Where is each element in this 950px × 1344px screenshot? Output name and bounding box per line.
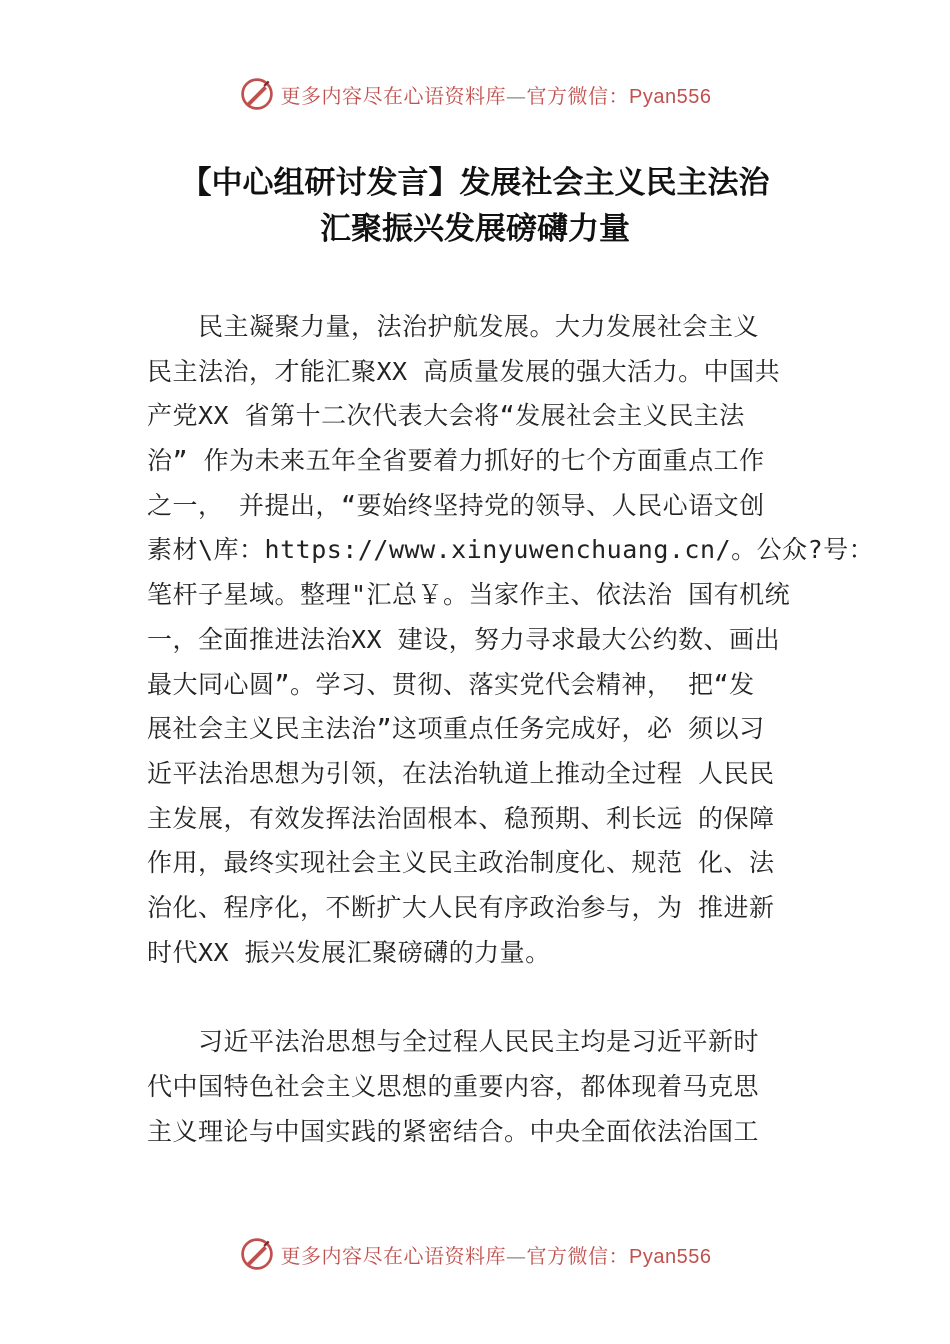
document-title <box>100 160 850 252</box>
text-line: 主发展，有效发挥法治固根本、稳预期、利长远 的保障 <box>147 803 775 833</box>
text-line: 展社会主义民主法治”这项重点任务完成好，必 须以习 <box>147 714 765 744</box>
footer-separator: — <box>506 1243 527 1268</box>
footer-text: 更多内容尽在心语资料库 <box>280 1243 507 1268</box>
text-line: 习近平法治思想与全过程人民民主均是习近平新时 <box>147 1027 760 1057</box>
text-line: 治” 作为未来五年全省要着力抓好的七个方面重点工作 <box>147 446 765 476</box>
pen-logo-icon <box>239 76 275 112</box>
header-banner <box>0 72 950 116</box>
text-line: 最大同心圆”。学习、贯彻、落实党代会精神， 把“发 <box>147 669 755 699</box>
footer-wechat: 官方微信：Pyan556 <box>526 1245 712 1268</box>
text-line: 治化、程序化，不断扩大人民有序政治参与，为 推进新 <box>147 892 775 922</box>
text-line: 主义理论与中国实践的紧密结合。中央全面依法治国工 <box>147 1116 760 1146</box>
header-text: 更多内容尽在心语资料库 <box>280 83 507 108</box>
text-line: 笔杆子星域。整理"汇总￥。当家作主、依法治 国有机统 <box>147 580 791 610</box>
title-line: 汇聚振兴发展磅礴力量 <box>320 211 630 247</box>
text-line: 近平法治思想为引领，在法治轨道上推动全过程 人民民 <box>147 758 775 788</box>
pen-logo-icon <box>239 1236 275 1272</box>
text-line: 之一， 并提出，“要始终坚持党的领导、人民心语文创 <box>147 490 765 520</box>
text-line: 时代XX 振兴发展汇聚磅礴的力量。 <box>147 937 551 967</box>
text-line: 作用，最终实现社会主义民主政治制度化、规范 化、法 <box>147 848 775 878</box>
document-body <box>147 305 875 1154</box>
text-line: 民主法治，才能汇聚XX 高质量发展的强大活力。中国共 <box>147 356 781 386</box>
title-line: 【中心组研讨发言】发展社会主义民主法治 <box>180 165 770 201</box>
paragraph-gap <box>147 975 827 1020</box>
paragraph-1 <box>147 305 875 975</box>
text-line: 素材\库：https://www.xinyuwenchuang.cn/。公众?号： <box>147 535 875 565</box>
header-wechat: 官方微信：Pyan556 <box>526 85 712 108</box>
text-line: 代中国特色社会主义思想的重要内容，都体现着马克思 <box>147 1072 760 1101</box>
text-line: 民主凝聚力量，法治护航发展。大力发展社会主义 <box>147 312 760 341</box>
paragraph-2 <box>147 1020 827 1154</box>
header-separator: — <box>506 83 527 108</box>
text-line: 产党XX 省第十二次代表大会将“发展社会主义民主法 <box>147 401 745 431</box>
text-line: 一，全面推进法治XX 建设，努力寻求最大公约数、画出 <box>147 624 781 654</box>
footer-banner <box>0 1232 950 1276</box>
